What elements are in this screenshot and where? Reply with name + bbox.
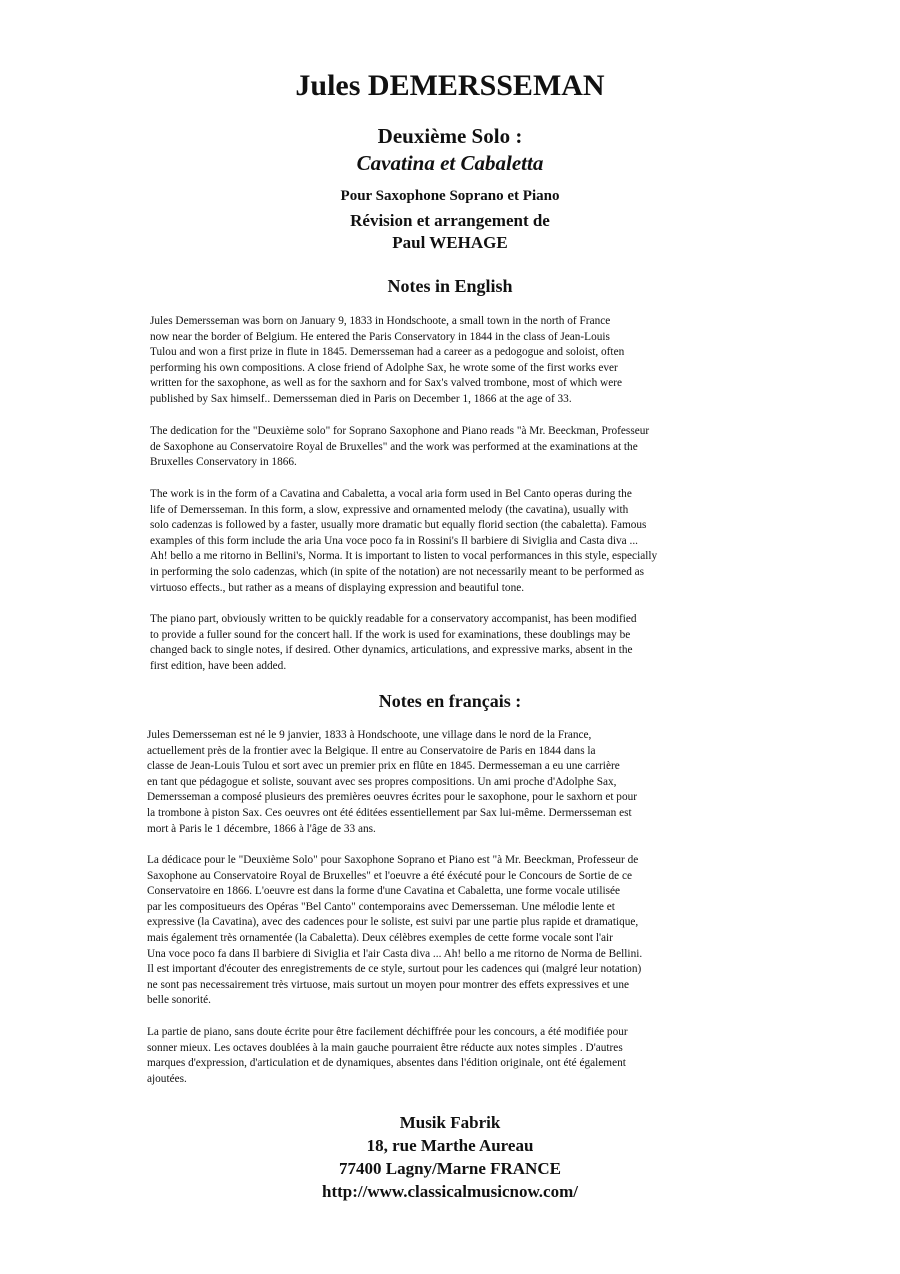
notes-french-heading: Notes en français : xyxy=(378,691,522,711)
english-paragraph: Jules Demersseman was born on January 9, 1833 in Hondschoote, a small town in the north of France now near the border of Belgium. He entered the Paris Conservatory in 1844 in the class of Jean-Louis Tulou and won a first prize in flute in 1845. Demersseman had a career as a pedogogue and soloist, often performing his own compositions. A close friend of Adolphe Sax, he wrote some of the first works ever written for the saxophone, as well as for the saxhorn and for Sax's valved trombone, most of which were published by Sax himself.. Demersseman died in Paris on December 1, 1866 at the age of 33. xyxy=(150,315,625,405)
revision-line: Révision et arrangement de xyxy=(350,211,550,230)
work-title: Deuxième Solo : xyxy=(377,124,523,148)
instrumentation: Pour Saxophone Soprano et Piano xyxy=(340,188,560,204)
publisher-url: http://www.classicalmusicnow.com/ xyxy=(322,1182,578,1201)
composer-name: Jules DEMERSSEMAN xyxy=(295,69,605,102)
publisher-city: 77400 Lagny/Marne FRANCE xyxy=(339,1159,561,1178)
french-paragraph: La partie de piano, sans doute écrite pour être facilement déchiffrée pour les concours, a été modifiée pour sonner mieux. Les octaves doublées à la main gauche pourraient être réducte aux notes simples . D'autres marques d'expression, d'articulation et de dynamiques, absentes dans l'édition originale, ont été également ajoutées. xyxy=(147,1026,628,1085)
english-paragraph: The dedication for the "Deuxième solo" for Soprano Saxophone and Piano reads "à Mr. Beeckman, Professeur de Saxophone au Conservatoire Royal de Bruxelles" and the work was performed at the examinations at the Bruxelles Conservatory in 1866. xyxy=(150,425,650,469)
publisher-name: Musik Fabrik xyxy=(399,1113,501,1132)
publisher-street: 18, rue Marthe Aureau xyxy=(366,1136,534,1155)
french-paragraph: Jules Demersseman est né le 9 janvier, 1833 à Hondschoote, une village dans le nord de la France, actuellement près de la frontier avec la Belgique. Il entre au Conservatoire de Paris en 1844 dans la classe de Jean-Louis Tulou et sort avec un premier prix en flûte en 1845. Dermesseman a eu une carrière en tant que pédagogue et soliste, souvant avec ses propres compositions. Un ami proche d'Adolphe Sax, Demersseman a composé plusieurs des premières oeuvres écrites pour le saxophone, pour le saxhorn et pour la trombone à piston Sax. Ces oeuvres ont été éditées essentiellement par Sax lui-même. Dermersseman est mort à Paris le 1 décembre, 1866 à l'âge de 33 ans. xyxy=(147,729,638,835)
arranger-name: Paul WEHAGE xyxy=(392,233,508,252)
notes-english-heading: Notes in English xyxy=(387,276,513,296)
french-paragraph: La dédicace pour le "Deuxième Solo" pour Saxophone Soprano et Piano est "à Mr. Beeckman, Professeur de Saxophone au Conservatoire Royal de Bruxelles" et l'oeuvre a été éxécuté pour le Concours de Sortie de ce Conservatoire en 1866. L'oeuvre est dans la forme d'une Cavatina et Cabaletta, une forme vocale utilisée par les compositueurs des Opéras "Bel Canto" contemporains avec Demersseman. Une mélodie lente et expressive (la Cavatina), avec des cadences pour le soliste, est suivi par une partie plus rapide et dramatique, mais également très ornamentée (la Cabaletta). Deux célèbres exemples de cette forme vocale sont l'air Una voce poco fa dans Il barbiere di Siviglia et l'air Casta diva ... Ah! bello a me ritorno de Norma de Bellini. Il est important d'écouter des enregistrements de ce style, surtout pour les cadences qui (malgré leur notation) ne sont pas necessairement très virtuose, mais surtout un moyen pour montrer des effets expressives et une belle sonorité. xyxy=(147,854,643,1007)
english-paragraph: The piano part, obviously written to be quickly readable for a conservatory accompanist, has been modified to provide a fuller sound for the concert hall. If the work is used for examinations, these doublings may be changed back to single notes, if desired. Other dynamics, articulations, and expressive marks, absent in the first edition, have been added. xyxy=(150,613,637,672)
english-paragraph: The work is in the form of a Cavatina and Cabaletta, a vocal aria form used in Bel Canto operas during the life of Demersseman. In this form, a slow, expressive and ornamented melody (the cavatina), usually with solo cadenzas is followed by a faster, usually more dramatic but equally florid section (the cabaletta). Famous examples of this form include the aria Una voce poco fa in Rossini's Il barbiere di Siviglia and Casta diva ... Ah! bello a me ritorno in Bellini's, Norma. It is important to listen to vocal performances in this style, especially in performing the solo cadenzas, which (in spite of the notation) are not necessarily meant to be performed as virtuoso effects., but rather as a means of displaying expression and beautiful tone. xyxy=(150,488,658,594)
work-subtitle: Cavatina et Cabaletta xyxy=(356,151,544,175)
